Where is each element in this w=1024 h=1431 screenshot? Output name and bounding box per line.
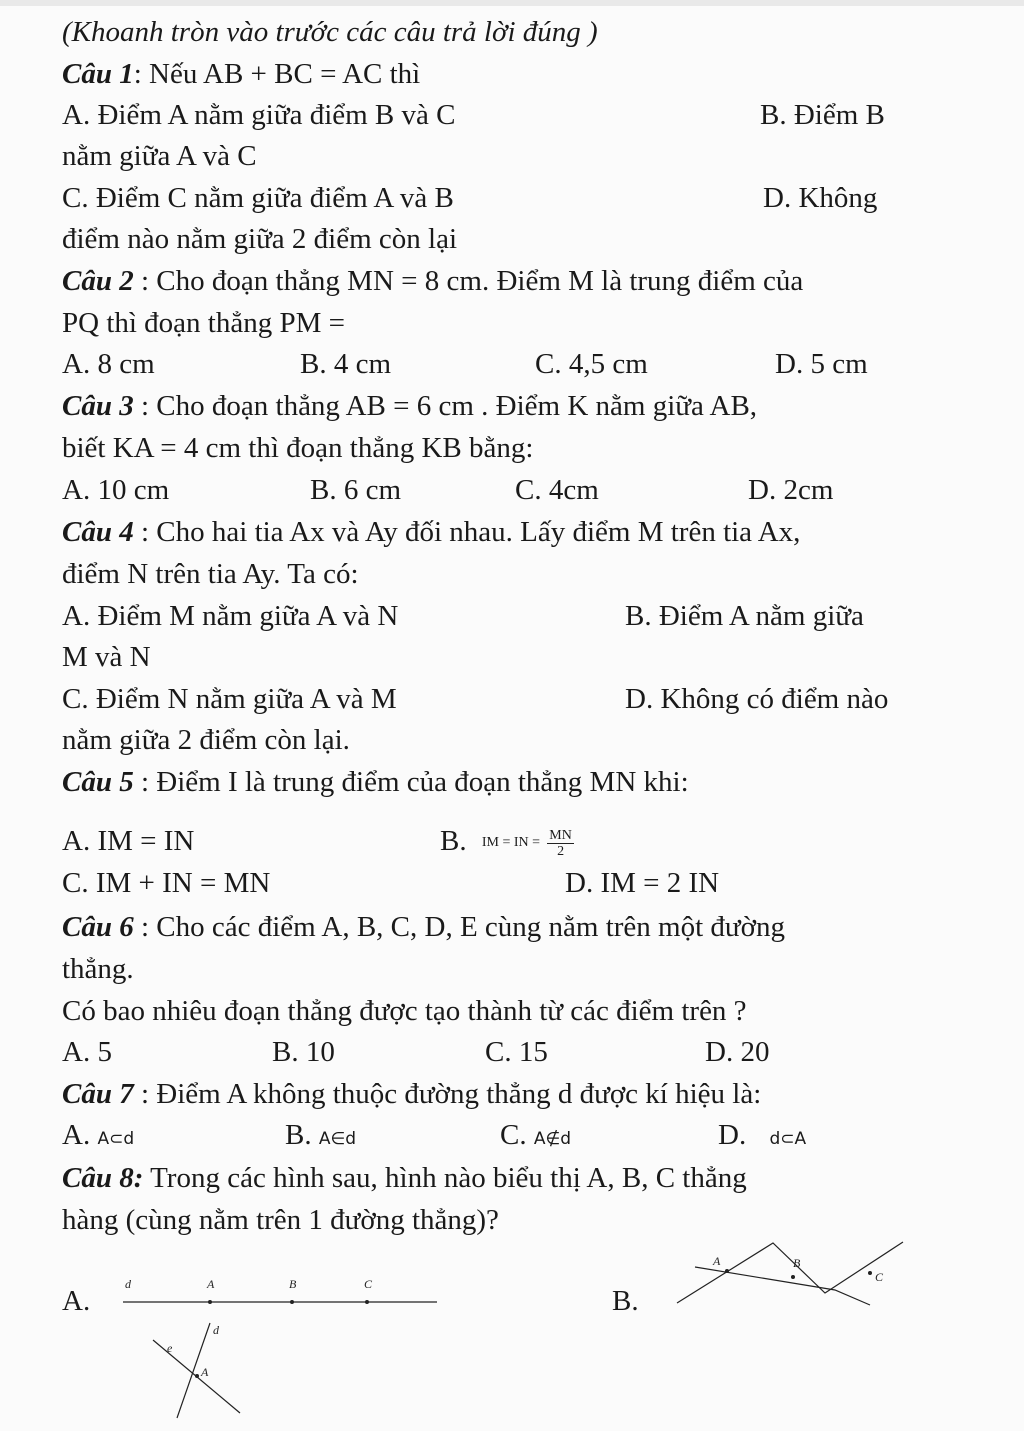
q2-option-d[interactable]: D. 5 cm [775, 348, 868, 380]
point-c [365, 1300, 369, 1304]
option-letter: D. [718, 1119, 747, 1151]
label-a: A [201, 1365, 209, 1379]
label-a: A [207, 1277, 215, 1291]
question-stem: : Điểm A không thuộc đường thẳng d được kí hiệu là: [133, 1078, 762, 1110]
label-c: C [364, 1277, 373, 1291]
question-label: Câu 3 [62, 390, 134, 422]
question-label: Câu 5 [62, 766, 134, 798]
question-label: Câu 6 [62, 911, 134, 943]
question-7 [62, 1076, 761, 1112]
q4-option-b-cont: M và N [62, 641, 151, 673]
point-a [725, 1269, 729, 1273]
q7-option-b[interactable] [285, 1117, 356, 1157]
q1-option-d[interactable]: D. Không [763, 182, 878, 214]
symbol-text: d⊂A [769, 1129, 807, 1149]
label-e: e [167, 1341, 173, 1355]
question-label: Câu 8: [62, 1162, 144, 1194]
point-b [290, 1300, 294, 1304]
q5-option-c[interactable]: C. IM + IN = MN [62, 867, 271, 899]
q2-option-a[interactable]: A. 8 cm [62, 348, 155, 380]
figure-b-polyline [675, 1235, 915, 1310]
q1-option-a[interactable]: A. Điểm A nằm giữa điểm B và C [62, 99, 456, 131]
q8-option-b[interactable]: B. [612, 1285, 639, 1317]
question-2 [62, 263, 803, 299]
question-label: Câu 1 [62, 58, 134, 90]
q4-option-d-cont: nằm giữa 2 điểm còn lại. [62, 724, 350, 756]
question-4 [62, 514, 800, 550]
question-3-stem-cont: biết KA = 4 cm thì đoạn thẳng KB bằng: [62, 432, 534, 464]
q4-option-b[interactable]: B. Điểm A nằm giữa [625, 600, 864, 632]
q6-option-c[interactable]: C. 15 [485, 1036, 548, 1068]
q1-option-b-cont: nằm giữa A và C [62, 140, 257, 172]
question-label: Câu 2 [62, 265, 134, 297]
question-6-stem-cont: thẳng. [62, 953, 134, 985]
question-stem: Trong các hình sau, hình nào biểu thị A, B, C thẳng [143, 1162, 747, 1194]
question-3 [62, 388, 757, 424]
figure-c-intersecting-lines [145, 1318, 255, 1423]
label-d: d [213, 1323, 219, 1337]
fraction-denominator: 2 [557, 843, 565, 859]
formula-text: IM = IN = [481, 835, 541, 851]
q6-option-b[interactable]: B. 10 [272, 1036, 335, 1068]
q5-option-b[interactable] [440, 823, 574, 861]
q7-option-c[interactable] [500, 1117, 571, 1157]
question-4-stem-cont: điểm N trên tia Ay. Ta có: [62, 558, 359, 590]
q8-option-a[interactable]: A. [62, 1285, 91, 1317]
question-stem: : Cho đoạn thẳng MN = 8 cm. Điểm M là trung điểm của [133, 265, 804, 297]
scan-edge [0, 0, 1024, 6]
q4-option-d[interactable]: D. Không có điểm nào [625, 683, 889, 715]
question-8 [62, 1160, 747, 1196]
q6-option-d[interactable]: D. 20 [705, 1036, 770, 1068]
label-a: A [713, 1254, 721, 1268]
option-letter: B. [285, 1119, 312, 1151]
q3-option-c[interactable]: C. 4cm [515, 474, 599, 506]
question-6-stem-cont-2: Có bao nhiêu đoạn thẳng được tạo thành từ các điểm trên ? [62, 995, 747, 1027]
question-stem: : Nếu AB + BC = AC thì [133, 58, 421, 90]
instruction: (Khoanh tròn vào trước các câu trả lời đúng ) [62, 16, 598, 48]
symbol-text: A⊂d [97, 1129, 135, 1149]
point-a [195, 1374, 199, 1378]
point-b [791, 1275, 795, 1279]
question-label: Câu 7 [62, 1078, 134, 1110]
q2-option-b[interactable]: B. 4 cm [300, 348, 392, 380]
question-8-stem-cont: hàng (cùng nằm trên 1 đường thẳng)? [62, 1204, 499, 1236]
question-stem: : Cho các điểm A, B, C, D, E cùng nằm trên một đường [133, 911, 785, 943]
option-letter: B. [440, 825, 467, 857]
question-1 [62, 56, 420, 92]
figure-a-line [115, 1270, 445, 1310]
q1-option-c[interactable]: C. Điểm C nằm giữa điểm A và B [62, 182, 454, 214]
q3-option-d[interactable]: D. 2cm [748, 474, 834, 506]
question-stem: : Cho đoạn thẳng AB = 6 cm . Điểm K nằm giữa AB, [133, 390, 758, 422]
label-b: B [793, 1256, 801, 1270]
symbol-text: A∈d [318, 1129, 357, 1149]
q1-option-d-cont: điểm nào nằm giữa 2 điểm còn lại [62, 223, 458, 255]
question-label: Câu 4 [62, 516, 134, 548]
point-a [208, 1300, 212, 1304]
label-b: B [289, 1277, 297, 1291]
q5-option-d[interactable]: D. IM = 2 IN [565, 867, 720, 899]
option-letter: C. [500, 1119, 527, 1151]
q1-option-b[interactable]: B. Điểm B [760, 99, 885, 131]
q4-option-c[interactable]: C. Điểm N nằm giữa A và M [62, 683, 397, 715]
question-6 [62, 909, 785, 945]
fraction [547, 828, 574, 859]
q5-option-a[interactable]: A. IM = IN [62, 825, 195, 857]
q7-option-a[interactable] [62, 1117, 134, 1157]
label-d: d [125, 1277, 131, 1291]
question-2-stem-cont: PQ thì đoạn thẳng PM = [62, 307, 346, 339]
symbol-text: A∉d [533, 1129, 572, 1149]
question-stem: : Điểm I là trung điểm của đoạn thẳng MN khi: [133, 766, 689, 798]
q4-option-a[interactable]: A. Điểm M nằm giữa A và N [62, 600, 399, 632]
q2-option-c[interactable]: C. 4,5 cm [535, 348, 648, 380]
q6-option-a[interactable]: A. 5 [62, 1036, 112, 1068]
option-letter: A. [62, 1119, 91, 1151]
question-stem: : Cho hai tia Ax và Ay đối nhau. Lấy điểm M trên tia Ax, [133, 516, 801, 548]
q7-option-d[interactable] [718, 1117, 806, 1157]
label-c: C [875, 1270, 884, 1284]
point-c [868, 1271, 872, 1275]
fraction-numerator: MN [549, 827, 572, 843]
question-5 [62, 764, 689, 800]
q3-option-a[interactable]: A. 10 cm [62, 474, 170, 506]
q3-option-b[interactable]: B. 6 cm [310, 474, 402, 506]
